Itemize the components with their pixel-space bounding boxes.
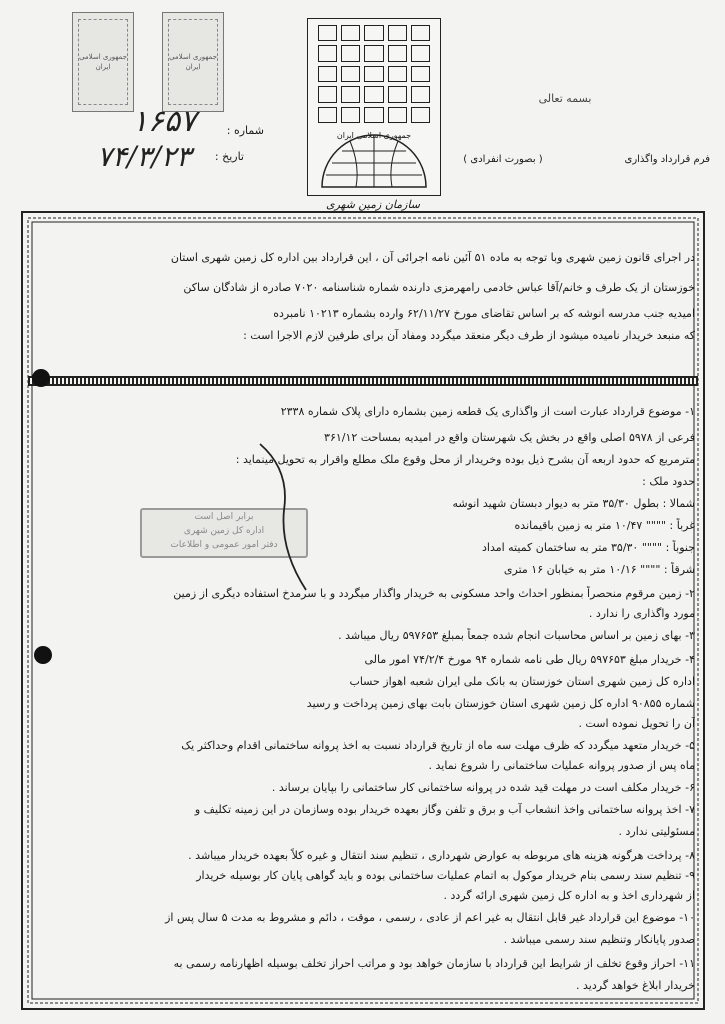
clause-line: شماره ۹۰۸۵۵ اداره کل زمین شهری استان خوزستان بابت بهای زمین پرداخت و رسید bbox=[306, 697, 695, 710]
intro-line-2: خوزستان از یک طرف و خانم/آقا عباس خادمی رامهرمزی دارنده شماره شناسنامه ۷۰۲۰ صادره از شادگان ساکن bbox=[183, 281, 695, 294]
pen-stroke-icon bbox=[250, 440, 320, 600]
clause-line: حدود ملک : bbox=[642, 475, 695, 488]
binding-hole-bottom bbox=[34, 646, 52, 664]
clause-line: ۱- موضوع قرارداد عبارت است از واگذاری یک قطعه زمین بشماره دارای پلاک شماره ۲۳۳۸ bbox=[280, 405, 695, 418]
form-title: فرم قرارداد واگذاری bbox=[624, 154, 710, 165]
invocation: بسمه تعالی bbox=[538, 92, 592, 105]
clause-line: صدور پایانکار وتنظیم سند رسمی میباشد . bbox=[503, 933, 695, 946]
clause-line: ۶- خریدار مکلف است در مهلت قید شده در پروانه ساختمانی کار ساختمانی را بپایان برساند . bbox=[271, 781, 695, 794]
logo-grid-icon bbox=[318, 25, 430, 123]
revenue-stamp-left bbox=[72, 12, 134, 112]
binding-hole-top bbox=[32, 369, 50, 387]
boundary-east: شرقاً : """" ۱۰/۱۶ متر به خیابان ۱۶ متری bbox=[503, 563, 695, 576]
number-value: ۱۶۵۷ bbox=[131, 104, 197, 139]
clause-line: ۴- خریدار مبلغ ۵۹۷۶۵۳ ریال طی نامه شماره ۹۴ مورخ ۷۴/۲/۴ امور مالی bbox=[364, 653, 695, 666]
boundary-west: غرباً : """" ۱۰/۴۷ متر به زمین باقیمانده bbox=[514, 519, 695, 532]
clause-line: ۲- زمین مرقوم منحصراً بمنظور احداث واحد مسکونی به خریدار واگذار میگردد و با سرمدخ استفاده دیگری از زمین bbox=[173, 587, 695, 600]
clause-line: از شهرداری اخذ و به اداره کل زمین شهری ارائه گردد . bbox=[443, 889, 695, 902]
clause-line: مورد واگذاری را ندارد . bbox=[588, 607, 695, 620]
clause-line: اداره کل زمین شهری استان خوزستان به بانک ملی ایران شعبه اهواز حساب bbox=[349, 675, 695, 688]
form-mode: ( بصورت انفرادی ) bbox=[463, 154, 543, 165]
seal-line-3: دفتر امور عمومی و اطلاعات bbox=[170, 540, 278, 550]
logo-emblem-text: جمهوری اسلامی ایران bbox=[336, 131, 412, 140]
revenue-stamp-right-text: جمهوری اسلامی ایران bbox=[168, 19, 218, 105]
clause-line: ۵- خریدار متعهد میگردد که ظرف مهلت سه ماه از تاریخ قرارداد نسبت به اخذ پروانه ساختمانی اقدام وحداکثر یک bbox=[181, 739, 695, 752]
number-label: شماره : bbox=[226, 124, 264, 137]
clause-line: ۳- بهای زمین بر اساس محاسبات انجام شده جمعاً بمبلغ ۵۹۷۶۵۳ ریال میباشد . bbox=[338, 629, 695, 642]
clause-line: فرعی از ۵۹۷۸ اصلی واقع در بخش یک شهرستان واقع در امیدیه بمساحت ۳۶۱/۱۲ bbox=[324, 431, 695, 444]
clause-line: ۹- تنظیم سند رسمی بنام خریدار موکول به اتمام عملیات ساختمانی بوده و باید گواهی پایان کار بوسیله خریدار bbox=[196, 869, 695, 882]
organization-logo bbox=[307, 18, 441, 196]
boundary-south: جنوباً : """" ۳۵/۳۰ متر به ساختمان کمیته امداد bbox=[481, 541, 695, 554]
clause-line: مسئولیتی ندارد . bbox=[618, 825, 695, 838]
seal-line-2: اداره کل زمین شهری bbox=[183, 526, 265, 536]
clause-line: خریدار ابلاغ خواهد گردید . bbox=[576, 979, 695, 992]
clause-line: مترمربع که حدود اربعه آن بشرح ذیل بوده وخریدار از محل وقوع ملک مطلع واقرار به تحویل مینماید : bbox=[235, 453, 695, 466]
revenue-stamp-right bbox=[162, 12, 224, 112]
clause-line: ۷- اخذ پروانه ساختمانی واخذ انشعاب آب و برق و تلفن وگاز بعهده خریدار بوده وسازمان در این زمینه تکلیف و bbox=[194, 803, 695, 816]
clause-line: ۱۱- احراز وقوع تخلف از شرایط این قرارداد با سازمان خواهد بود و مراتب احراز تخلف بوسیله اظهارنامه رسمی به bbox=[173, 957, 695, 970]
intro-line-1: در اجرای قانون زمین شهری وبا توجه به ماده ۵۱ آئین نامه اجرائی آن ، این قرارداد بین اداره کل زمین شهری استان bbox=[170, 251, 695, 264]
seal-line-1: برابر اصل است bbox=[194, 512, 254, 522]
date-value: ۷۴/۳/۲۳ bbox=[96, 140, 192, 173]
intro-line-3: امیدیه جنب مدرسه انوشه که بر اساس تقاضای مورخ ۶۲/۱۱/۲۷ وارده بشماره ۱۰۲۱۳ نامبرده bbox=[273, 307, 695, 320]
intro-line-4: که منبعد خریدار نامیده میشود از طرف دیگر منعقد میگردد ومفاد آن برای طرفین لازم الاجرا است : bbox=[243, 329, 695, 342]
clause-line: آن را تحویل نموده است . bbox=[578, 717, 695, 730]
globe-icon bbox=[316, 115, 432, 191]
revenue-stamp-left-text: جمهوری اسلامی ایران bbox=[78, 19, 128, 105]
separator-bar bbox=[28, 376, 698, 386]
logo-caption: سازمان زمین شهری bbox=[325, 198, 421, 211]
date-label: تاریخ : bbox=[214, 150, 244, 163]
boundary-north: شمالا : بطول ۳۵/۳۰ متر به دیوار دبستان شهید انوشه bbox=[452, 497, 695, 510]
clause-line: ۱۰- موضوع این قرارداد غیر قابل انتقال به غیر اعم از عادی ، رسمی ، موقت ، دائم و مشروط به مدت ۵ سال پس از bbox=[165, 911, 695, 924]
clause-line: ۸- پرداخت هرگونه هزینه های مربوطه به عوارض شهرداری ، تنظیم سند انتقال و غیره کلاً بعهده خریدار میباشد . bbox=[188, 849, 695, 862]
clause-line: ماه پس از صدور پروانه عملیات ساختمانی را شروع نماید . bbox=[428, 759, 695, 772]
